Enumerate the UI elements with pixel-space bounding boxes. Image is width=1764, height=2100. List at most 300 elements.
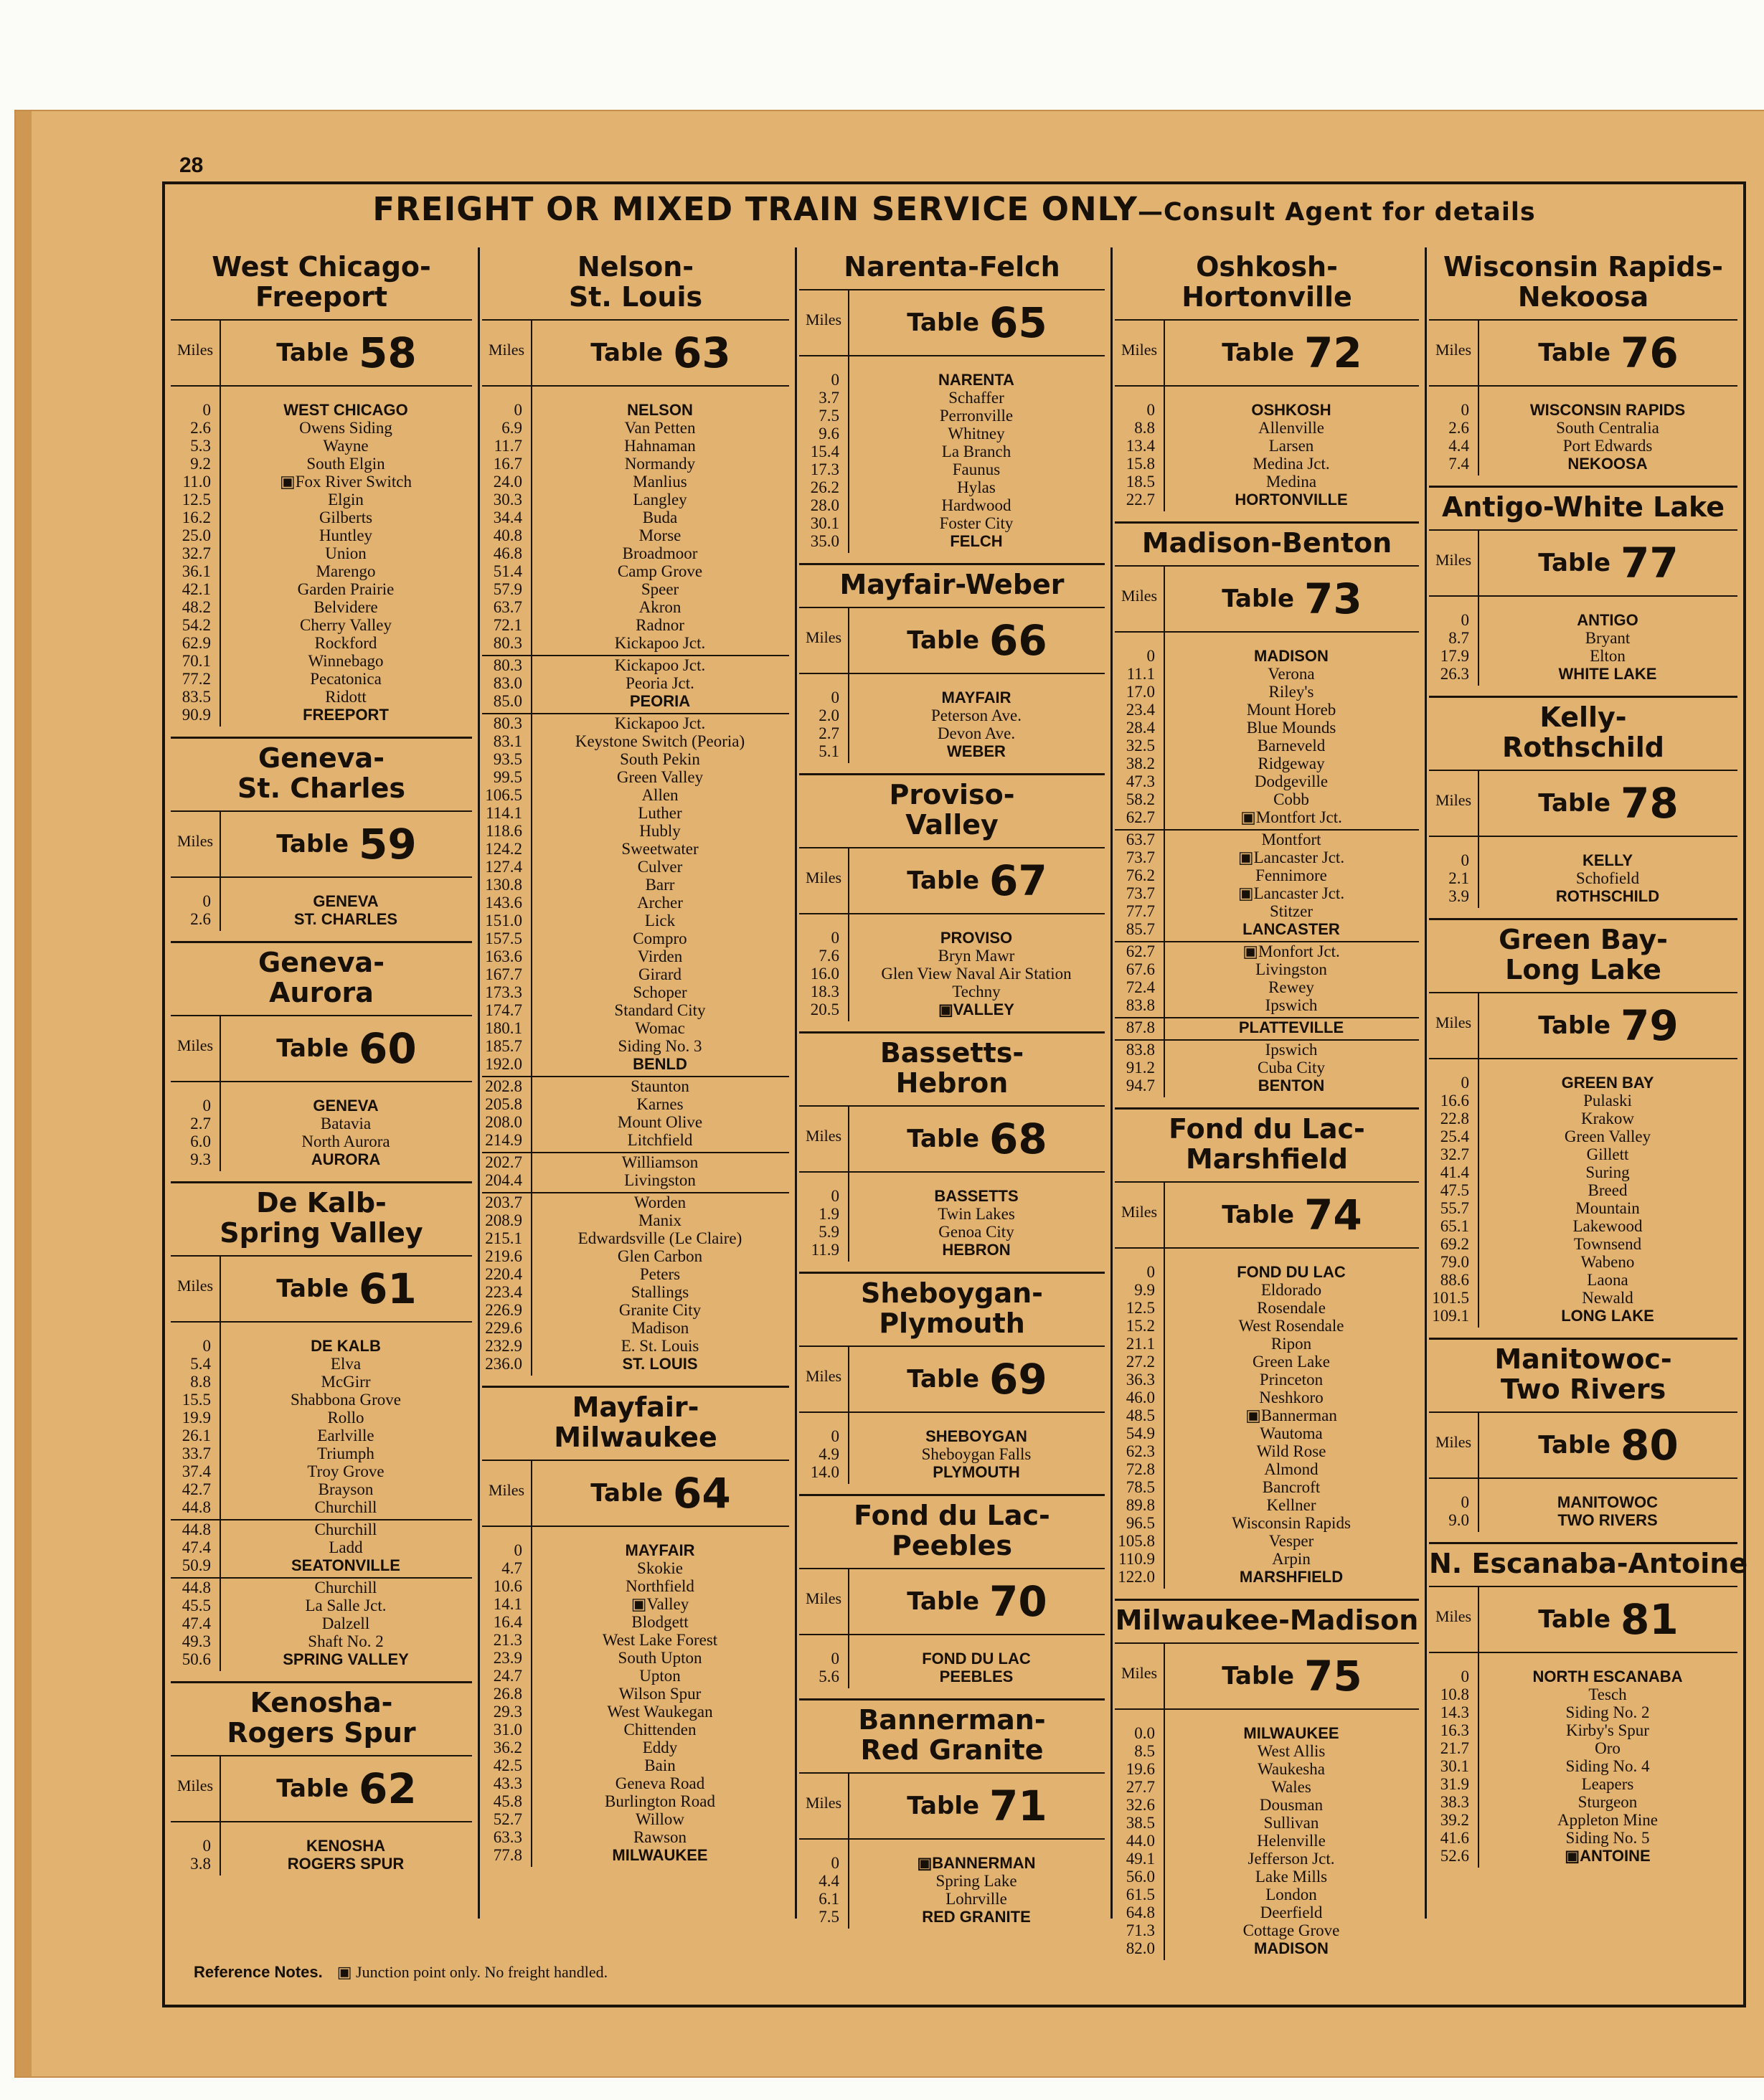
- miles-value: 80.3: [493, 634, 522, 652]
- miles-value: 167.7: [485, 965, 522, 983]
- route-title-line: Kenosha-: [250, 1687, 393, 1718]
- station-name: Luther: [638, 804, 682, 822]
- station-row: [171, 1538, 472, 1556]
- station-row: [799, 1872, 1105, 1890]
- table-header: [171, 1255, 472, 1323]
- miles-value: 8.8: [190, 1373, 211, 1391]
- station-name: Langley: [633, 491, 687, 509]
- station-row: [1429, 1757, 1737, 1775]
- miles-value: 43.3: [493, 1774, 522, 1792]
- table-word: Table: [1538, 549, 1611, 577]
- station-name: La Branch: [941, 443, 1011, 460]
- table-64-block: [482, 1386, 789, 1867]
- station-name: Owens Siding: [299, 419, 392, 437]
- route-title-line: De Kalb-: [256, 1187, 387, 1219]
- miles-value: 24.0: [493, 473, 522, 491]
- miles-value: 34.4: [493, 509, 522, 526]
- station-row: [1429, 1110, 1737, 1127]
- miles-value: 51.4: [493, 562, 522, 580]
- table-number: 65: [989, 298, 1047, 347]
- station-row: [1429, 611, 1737, 629]
- miles-divider: [220, 387, 221, 727]
- miles-value: 49.3: [181, 1632, 211, 1650]
- route-title-line: Hebron: [895, 1067, 1009, 1099]
- station-name: PROVISO: [940, 929, 1013, 947]
- page-headline: [165, 190, 1743, 228]
- station-list: [1115, 1710, 1419, 1960]
- station-row: [171, 1614, 472, 1632]
- miles-value: 0: [831, 371, 839, 389]
- table-70-block: [799, 1494, 1105, 1688]
- station-row: [799, 947, 1105, 965]
- station-name: Leapers: [1581, 1775, 1634, 1793]
- table-number: 68: [989, 1115, 1047, 1163]
- station-row: [1115, 829, 1419, 848]
- table-79-block: [1429, 918, 1737, 1328]
- miles-value: 101.5: [1432, 1289, 1469, 1307]
- table-header: [482, 319, 789, 387]
- table-number: 66: [989, 616, 1047, 665]
- station-name: Sheboygan Falls: [921, 1445, 1032, 1463]
- miles-value: 76.2: [1126, 866, 1155, 884]
- station-name: Dousman: [1259, 1796, 1324, 1814]
- route-title-line: Mayfair-Weber: [839, 569, 1065, 600]
- miles-value: 0: [202, 892, 211, 910]
- station-name: WISCONSIN RAPIDS: [1529, 401, 1686, 419]
- station-name: ▣VALLEY: [938, 1001, 1014, 1018]
- station-row: [799, 389, 1105, 407]
- table-header: [171, 1015, 472, 1082]
- miles-value: 14.1: [493, 1595, 522, 1613]
- station-name: Laona: [1587, 1271, 1628, 1289]
- miles-label: Miles: [1429, 1413, 1479, 1477]
- miles-value: 54.2: [181, 616, 211, 634]
- station-name: Wisconsin Rapids: [1232, 1514, 1351, 1532]
- miles-value: 44.8: [181, 1579, 211, 1597]
- miles-value: 83.5: [181, 688, 211, 706]
- station-row: [171, 706, 472, 724]
- station-row: [1429, 1163, 1737, 1181]
- station-row: [1115, 1903, 1419, 1921]
- miles-value: 14.3: [1440, 1703, 1469, 1721]
- station-row: [1429, 437, 1737, 455]
- table-word: Table: [1538, 1605, 1611, 1634]
- table-63-block: [482, 247, 789, 1376]
- miles-value: 0: [202, 1337, 211, 1355]
- station-row: [1115, 1778, 1419, 1796]
- station-row: [1115, 1017, 1419, 1036]
- miles-value: 0: [1146, 1263, 1155, 1281]
- reference-notes: [194, 1963, 608, 1982]
- miles-value: 19.6: [1126, 1760, 1155, 1778]
- table-label: [1479, 993, 1737, 1058]
- station-name: GENEVA: [313, 1097, 379, 1115]
- station-row: [171, 1855, 472, 1873]
- miles-value: 0: [831, 1187, 839, 1205]
- station-name: ST. CHARLES: [293, 910, 398, 928]
- station-row: [482, 1756, 789, 1774]
- route-title-line: Narenta-Felch: [844, 251, 1060, 283]
- station-name: Schoper: [633, 983, 687, 1001]
- table-header: [799, 1568, 1105, 1635]
- miles-value: 0: [514, 1541, 522, 1559]
- table-header: [1115, 319, 1419, 387]
- table-number: 70: [989, 1577, 1047, 1626]
- route-title-line: West Chicago-: [212, 251, 431, 283]
- station-name: Batavia: [320, 1115, 372, 1132]
- station-row: [482, 1019, 789, 1037]
- station-row: [799, 496, 1105, 514]
- miles-value: 8.8: [1134, 419, 1155, 437]
- station-name: Ladd: [329, 1538, 363, 1556]
- station-name: Huntley: [319, 526, 373, 544]
- station-row: [799, 1668, 1105, 1685]
- miles-divider: [1478, 1653, 1479, 1868]
- miles-label: Miles: [799, 848, 849, 913]
- miles-value: 72.8: [1126, 1460, 1155, 1478]
- station-row: [1115, 920, 1419, 938]
- miles-label: Miles: [171, 1257, 221, 1321]
- miles-value: 9.0: [1448, 1511, 1469, 1529]
- table-header: [799, 289, 1105, 356]
- station-row: [482, 894, 789, 912]
- table-word: Table: [1222, 339, 1295, 367]
- route-title: [482, 247, 789, 319]
- station-row: [171, 1577, 472, 1597]
- station-name: Staunton: [631, 1077, 689, 1095]
- table-word: Table: [276, 830, 349, 859]
- route-title-line: Milwaukee: [554, 1422, 717, 1453]
- table-label: [849, 848, 1105, 913]
- station-list: [1429, 1059, 1737, 1328]
- miles-value: 4.9: [819, 1445, 839, 1463]
- station-name: Eddy: [642, 1739, 678, 1756]
- station-row: [171, 1650, 472, 1668]
- station-row: [171, 1115, 472, 1132]
- station-name: SHEBOYGAN: [925, 1427, 1027, 1445]
- miles-value: 36.1: [181, 562, 211, 580]
- station-row: [1429, 1145, 1737, 1163]
- miles-value: 202.8: [485, 1077, 522, 1095]
- station-name: ▣Bannerman: [1245, 1406, 1337, 1424]
- station-row: [482, 419, 789, 437]
- route-title: [1115, 1110, 1419, 1181]
- miles-value: 24.7: [493, 1667, 522, 1685]
- miles-value: 2.0: [819, 706, 839, 724]
- miles-value: 47.4: [181, 1538, 211, 1556]
- station-name: Livingston: [624, 1171, 696, 1189]
- station-row: [799, 983, 1105, 1001]
- table-number: 58: [359, 328, 417, 377]
- table-label: [1479, 321, 1737, 385]
- station-row: [1115, 1077, 1419, 1094]
- station-row: [482, 526, 789, 544]
- station-name: Larsen: [1268, 437, 1314, 455]
- miles-divider: [848, 1413, 849, 1484]
- miles-value: 1.9: [819, 1205, 839, 1223]
- miles-value: 208.9: [485, 1211, 522, 1229]
- table-word: Table: [1222, 1662, 1295, 1690]
- miles-value: 11.0: [182, 473, 211, 491]
- station-row: [1115, 1568, 1419, 1586]
- route-title-line: Aurora: [269, 977, 374, 1008]
- route-title-line: Plymouth: [879, 1307, 1025, 1339]
- station-name: Hylas: [957, 478, 996, 496]
- station-name: ST. LOUIS: [622, 1355, 698, 1373]
- miles-divider: [1478, 597, 1479, 686]
- station-name: Elva: [330, 1355, 362, 1373]
- miles-value: 21.3: [493, 1631, 522, 1649]
- station-row: [799, 532, 1105, 550]
- table-60-block: [171, 941, 472, 1171]
- table-word: Table: [907, 866, 980, 895]
- station-name: FOND DU LAC: [1237, 1263, 1346, 1281]
- miles-value: 46.8: [493, 544, 522, 562]
- route-title: [1429, 920, 1737, 992]
- miles-value: 73.7: [1126, 848, 1155, 866]
- station-name: FREEPORT: [303, 706, 389, 724]
- station-name: South Upton: [618, 1649, 702, 1667]
- station-row: [482, 1577, 789, 1595]
- table-word: Table: [1222, 585, 1295, 613]
- route-title: [1429, 1544, 1748, 1586]
- station-list: [799, 356, 1105, 553]
- route-title-line: Hortonville: [1181, 281, 1352, 313]
- miles-value: 71.3: [1126, 1921, 1155, 1939]
- station-row: [482, 1113, 789, 1131]
- station-row: [1115, 1796, 1419, 1814]
- station-row: [482, 674, 789, 692]
- station-name: MARSHFIELD: [1239, 1568, 1344, 1586]
- station-name: Glen View Naval Air Station: [881, 965, 1072, 983]
- miles-value: 37.4: [181, 1462, 211, 1480]
- table-number: 61: [359, 1264, 417, 1313]
- station-row: [1115, 884, 1419, 902]
- station-row: [482, 491, 789, 509]
- station-name: ▣Lancaster Jct.: [1237, 848, 1345, 866]
- miles-value: 16.3: [1440, 1721, 1469, 1739]
- station-row: [1115, 1514, 1419, 1532]
- table-label: [1479, 1413, 1737, 1477]
- headline-sub: —Consult Agent for details: [1137, 198, 1536, 227]
- station-row: [482, 1171, 789, 1189]
- station-name: ▣Valley: [631, 1595, 689, 1613]
- station-name: KELLY: [1582, 851, 1633, 869]
- station-name: ▣Montfort Jct.: [1240, 808, 1342, 826]
- station-name: Bryn Mawr: [938, 947, 1015, 965]
- station-name: Deerfield: [1260, 1903, 1323, 1921]
- miles-value: 11.9: [811, 1241, 839, 1259]
- miles-value: 236.0: [485, 1355, 522, 1373]
- miles-value: 0: [831, 1854, 839, 1872]
- station-name: ▣ANTOINE: [1565, 1847, 1651, 1865]
- station-row: [1115, 683, 1419, 701]
- miles-value: 0: [1461, 1493, 1469, 1511]
- station-list: [1429, 837, 1737, 908]
- station-list: [1115, 633, 1419, 1097]
- station-row: [482, 1667, 789, 1685]
- miles-label: Miles: [1429, 321, 1479, 385]
- station-row: [482, 1846, 789, 1864]
- station-name: Ridott: [325, 688, 367, 706]
- station-row: [1115, 1886, 1419, 1903]
- station-name: GREEN BAY: [1561, 1074, 1654, 1092]
- station-row: [482, 965, 789, 983]
- station-name: South Pekin: [620, 750, 700, 768]
- station-row: [799, 407, 1105, 425]
- station-name: Churchill: [314, 1498, 377, 1516]
- miles-value: 28.0: [810, 496, 839, 514]
- miles-value: 118.6: [486, 822, 522, 840]
- station-name: NORTH ESCANABA: [1532, 1668, 1683, 1685]
- miles-value: 0: [202, 1097, 211, 1115]
- miles-value: 21.1: [1126, 1335, 1155, 1353]
- table-label: [532, 1461, 789, 1526]
- miles-value: 85.0: [493, 692, 522, 710]
- station-row: [482, 437, 789, 455]
- station-name: West Waukegan: [607, 1703, 713, 1721]
- station-row: [482, 1703, 789, 1721]
- station-row: [1115, 1299, 1419, 1317]
- station-name: South Elgin: [306, 455, 385, 473]
- station-row: [1115, 1832, 1419, 1850]
- route-title-line: Rogers Spur: [227, 1717, 416, 1749]
- miles-value: 63.7: [493, 598, 522, 616]
- station-row: [1115, 1550, 1419, 1568]
- station-name: Verona: [1268, 665, 1315, 683]
- miles-value: 67.6: [1126, 960, 1155, 978]
- station-row: [482, 1613, 789, 1631]
- miles-value: 6.9: [501, 419, 522, 437]
- station-name: Normandy: [624, 455, 696, 473]
- table-header: [482, 1460, 789, 1527]
- miles-value: 40.8: [493, 526, 522, 544]
- station-name: Medina Jct.: [1253, 455, 1330, 473]
- station-row: [482, 713, 789, 732]
- miles-value: 2.6: [190, 419, 211, 437]
- column-divider: [795, 247, 797, 1919]
- table-word: Table: [907, 1365, 980, 1394]
- miles-value: 83.8: [1126, 1041, 1155, 1059]
- station-name: Broadmoor: [622, 544, 698, 562]
- station-name: NEKOOSA: [1567, 455, 1648, 473]
- station-name: Oro: [1595, 1739, 1621, 1757]
- miles-value: 87.8: [1126, 1018, 1155, 1036]
- miles-value: 39.2: [1440, 1811, 1469, 1829]
- station-name: Medina: [1265, 473, 1317, 491]
- table-header: [1115, 565, 1419, 633]
- station-name: Morse: [638, 526, 681, 544]
- station-name: PLYMOUTH: [933, 1463, 1020, 1481]
- miles-value: 11.1: [1126, 665, 1155, 683]
- route-title: [171, 247, 472, 319]
- table-74-block: [1115, 1107, 1419, 1589]
- station-name: Manlius: [633, 473, 687, 491]
- station-list: [1429, 387, 1737, 476]
- station-name: PEEBLES: [939, 1668, 1014, 1685]
- station-name: Compro: [633, 930, 687, 947]
- station-name: ▣BANNERMAN: [917, 1854, 1036, 1872]
- station-row: [482, 1810, 789, 1828]
- station-name: Hubly: [639, 822, 681, 840]
- miles-value: 21.7: [1440, 1739, 1469, 1757]
- table-label: [1165, 321, 1419, 385]
- station-name: Kickapoo Jct.: [614, 656, 706, 674]
- station-name: Standard City: [614, 1001, 706, 1019]
- miles-value: 220.4: [485, 1265, 522, 1283]
- station-row: [482, 1319, 789, 1337]
- table-number: 60: [359, 1024, 417, 1073]
- station-name: GENEVA: [313, 892, 379, 910]
- table-header: [1115, 1181, 1419, 1249]
- station-name: FELCH: [950, 532, 1003, 550]
- miles-value: 5.4: [190, 1355, 211, 1373]
- table-word: Table: [907, 308, 980, 337]
- station-row: [482, 983, 789, 1001]
- station-row: [1115, 1424, 1419, 1442]
- station-name: ▣Lancaster Jct.: [1237, 884, 1345, 902]
- station-name: Stitzer: [1269, 902, 1313, 920]
- table-word: Table: [1222, 1201, 1295, 1229]
- station-name: ROGERS SPUR: [287, 1855, 405, 1873]
- route-title: [1429, 1340, 1737, 1411]
- miles-value: 214.9: [485, 1131, 522, 1149]
- station-list: [1429, 597, 1737, 686]
- station-name: Manix: [638, 1211, 682, 1229]
- station-row: [1115, 701, 1419, 719]
- station-name: South Centralia: [1556, 419, 1659, 437]
- station-name: Faunus: [952, 460, 1001, 478]
- station-row: [799, 1890, 1105, 1908]
- station-name: Ipswich: [1265, 996, 1318, 1014]
- station-name: Granite City: [618, 1301, 702, 1319]
- miles-divider: [531, 1527, 532, 1867]
- station-name: Cherry Valley: [300, 616, 392, 634]
- station-name: WEBER: [947, 742, 1006, 760]
- station-row: [482, 634, 789, 652]
- notes-label: Reference Notes.: [194, 1963, 323, 1981]
- miles-value: 0: [202, 1837, 211, 1855]
- miles-value: 32.5: [1126, 737, 1155, 755]
- table-68-block: [799, 1031, 1105, 1262]
- table-word: Table: [1538, 1431, 1611, 1460]
- station-name: SEATONVILLE: [291, 1556, 400, 1574]
- station-name: Pecatonica: [310, 670, 382, 688]
- miles-value: 52.7: [493, 1810, 522, 1828]
- station-row: [1429, 1739, 1737, 1757]
- station-name: Camp Grove: [617, 562, 703, 580]
- station-name: Barneveld: [1257, 737, 1326, 755]
- table-label: [1479, 771, 1737, 836]
- station-row: [799, 724, 1105, 742]
- station-row: [171, 616, 472, 634]
- miles-divider: [1478, 1479, 1479, 1532]
- miles-divider: [848, 1635, 849, 1688]
- station-row: [1429, 1775, 1737, 1793]
- station-row: [1429, 1668, 1737, 1685]
- station-row: [799, 929, 1105, 947]
- station-row: [482, 1721, 789, 1739]
- station-list: [799, 674, 1105, 763]
- station-name: Peterson Ave.: [930, 706, 1022, 724]
- miles-value: 5.3: [190, 437, 211, 455]
- station-name: Geneva Road: [615, 1774, 705, 1792]
- station-list: [799, 1840, 1105, 1929]
- station-name: Dalzell: [321, 1614, 370, 1632]
- miles-value: 3.9: [1448, 887, 1469, 905]
- station-name: Green Valley: [1564, 1127, 1651, 1145]
- table-header: [799, 607, 1105, 674]
